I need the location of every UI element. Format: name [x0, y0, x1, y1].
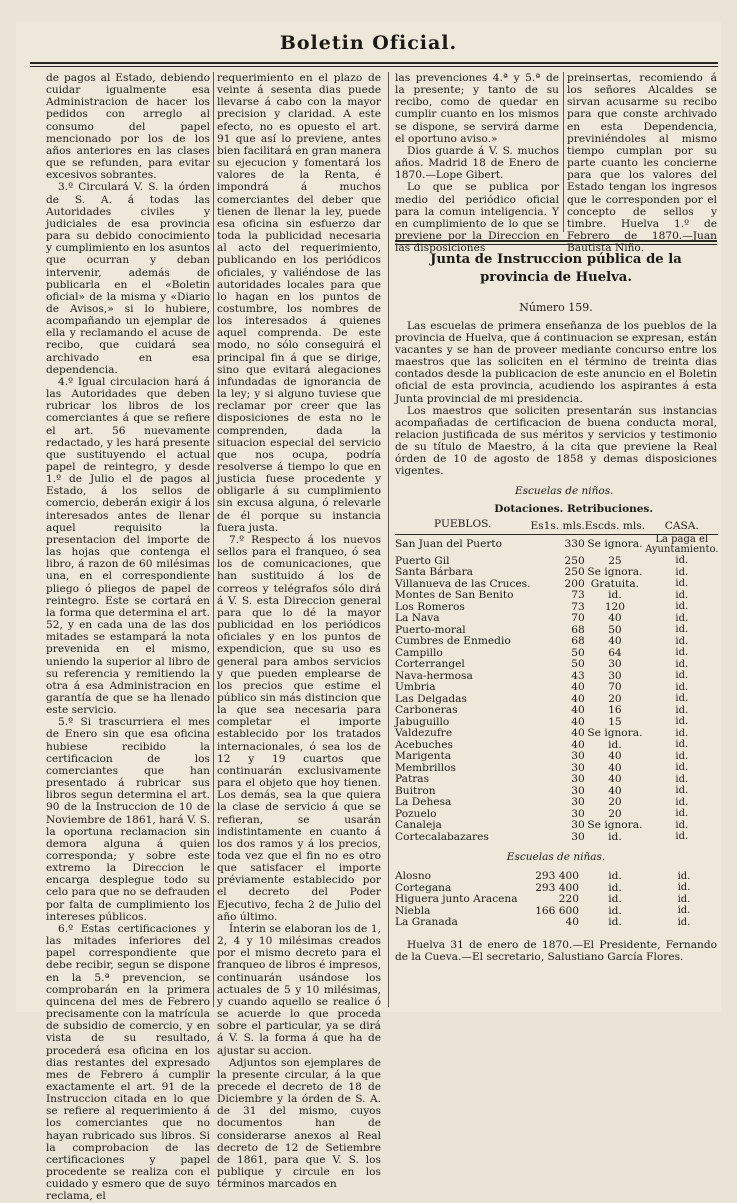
casa-value: id.	[677, 916, 691, 928]
table-row	[395, 774, 718, 786]
town-name: Acebuches	[395, 738, 453, 751]
paragraph: Los maestros que soliciten presentarán sus instancias acompañadas de certificacion de buena conducta moral, relacion justificada de sus méritos y servicios y testimonio de su título de Maestro, á la cita que previene la Real órden de 10 de agosto de 1858 y demas disposiciones vigentes.	[395, 404, 717, 478]
casa-value: id.	[675, 658, 689, 670]
retribucion-value: 20	[608, 807, 622, 820]
column-divider	[388, 72, 389, 1007]
table-subtitle-ninas: Escuelas de niñas.	[506, 851, 606, 864]
column-header: Es1s. mls.	[530, 519, 584, 534]
paragraph: Ínterin se elaboran los de 1, 2, 4 y 10 milésimas creados por el mismo decreto para el franqueo de libros é impresos, continuarán usándose los actuales de 5 y 10 milésimas, y cuando aquello se realice ó se acuerde lo que proceda sobre el particular, ya se dirá á V. S. la forma á que ha de ajustar su accion.	[217, 922, 381, 1057]
dotacion-value: 30	[571, 750, 585, 763]
casa-value: id.	[675, 785, 689, 797]
retribucion-value: 20	[608, 692, 622, 705]
paragraph: 5.º Si trascurriera el mes de Enero sin que esa oficina hubiese recibido la certificacion de los comerciantes que han presentado á rubricar sus libros segun determina el art. 90 de la Instruccion de 10 de Noviembre de 1861, hará V. S. la oportuna reclamacion sin demora alguna á quien corresponda; y sobre este extremo la Direccion le encarga desplegue todo su celo para que no se defrauden por falta de cumplimiento los intereses públicos.	[46, 716, 210, 923]
retribucion-value: 30	[608, 658, 622, 671]
table-row	[395, 728, 718, 740]
town-name: Puerto-moral	[395, 623, 466, 636]
dotacion-value: 220	[558, 893, 579, 906]
town-name: Nava-hermosa	[395, 669, 473, 682]
dotacion-value: 30	[571, 819, 585, 832]
dotacion-value: 166 600	[535, 904, 579, 917]
column-4	[567, 72, 717, 254]
town-name: Cortegana	[395, 881, 452, 894]
dotacion-value: 73	[571, 600, 585, 613]
table-row	[395, 682, 718, 694]
dotacion-value: 68	[571, 623, 585, 636]
town-name: Marigenta	[395, 750, 452, 763]
column-2	[217, 72, 381, 1190]
casa-value: id.	[675, 773, 689, 785]
dotacion-value: 330	[564, 538, 585, 551]
dotacion-value: 70	[571, 612, 585, 625]
town-name: La Dehesa	[395, 796, 452, 809]
casa-value: id.	[675, 612, 689, 624]
dotacion-value: 40	[571, 738, 585, 751]
dotacion-value: 30	[571, 761, 585, 774]
town-name: Membrillos	[395, 761, 456, 774]
table-row	[395, 894, 717, 906]
retribucion-value: 40	[608, 773, 622, 786]
dotacion-value: 250	[564, 566, 585, 579]
town-name: Montes de San Benito	[395, 589, 514, 602]
paragraph: preinsertas, recomiendo á los señores Alcaldes se sirvan acusarme su recibo para que conste archivado en esta Dependencia, previniéndoles al mismo tiempo cumplan por su parte cuanto les concierne para que los valores del Estado tengan los ingresos que le corresponden por el concepto de sellos y timbre. Huelva 1.º de Febrero de 1870.—Juan Bautista Niño.	[567, 72, 717, 255]
retribucion-value: id.	[608, 916, 622, 929]
table-row	[395, 809, 718, 821]
table-row	[395, 567, 718, 579]
dotacion-value: 40	[571, 692, 585, 705]
casa-value: id.	[675, 716, 689, 728]
table-header-row	[395, 519, 718, 534]
dotacion-value: 40	[571, 681, 585, 694]
retribucion-value: Se ignora.	[587, 538, 643, 551]
casa-value: id.	[675, 796, 689, 808]
town-name: La Nava	[395, 612, 440, 625]
paragraph: Adjuntos son ejemplares de la presente circular, á la que precede el decreto de 18 de Diciembre y la órden de S. A. de 31 del mismo, cuyos documentos han de considerarse anexos al Real decreto de 12 de Setiembre de 1861, para que V. S. los publique y circule en los términos marcados en	[217, 1056, 381, 1191]
casa-value: id.	[675, 681, 689, 693]
retribucion-value: 40	[608, 761, 622, 774]
retribucion-value: Se ignora.	[587, 819, 643, 832]
casa-value: id.	[675, 589, 689, 601]
town-name: Jabuguillo	[395, 715, 450, 728]
town-name: Puerto Gil	[395, 554, 450, 567]
table-row	[395, 534, 718, 556]
casa-value: id.	[675, 578, 689, 590]
retribucion-value: 20	[608, 796, 622, 809]
dotacion-value: 73	[571, 589, 585, 602]
ninas-table	[395, 871, 717, 929]
retribucion-value: 120	[604, 600, 626, 613]
casa-value: id.	[675, 670, 689, 682]
town-name: Valdezufre	[395, 727, 453, 740]
retribucion-value: Gratuita.	[590, 577, 640, 590]
casa-value: id.	[675, 808, 689, 820]
table-row	[395, 751, 718, 763]
column-divider	[213, 72, 214, 1007]
paragraph: 3.º Circulará V. S. la órden de S. A. á todas las Autoridades civiles y judiciales de esa provincia para su debido conocimiento y cumplimiento en los asuntos que ocurran y deban intervenir, además de publicarla en el «Boletin oficial» de la misma y «Diario de Avisos,» si lo hubiere, acompañando un ejemplar de ella y reclamando el acuse de recibo, que cuidará sea archivado en esa dependencia.	[46, 181, 210, 376]
dotacion-value: 50	[571, 658, 585, 671]
town-name: Cortecalabazares	[395, 830, 489, 843]
town-name: Buitron	[395, 784, 436, 797]
schools-table	[395, 519, 718, 843]
column-1	[46, 72, 210, 1203]
retribucion-value: id.	[608, 904, 622, 917]
table-row	[395, 636, 718, 648]
casa-value: id.	[675, 831, 689, 843]
ninos-rows	[395, 534, 718, 843]
casa-value: id.	[675, 555, 689, 567]
dotacion-value: 40	[565, 916, 579, 929]
table-row	[395, 871, 717, 883]
dotacion-value: 40	[571, 704, 585, 717]
table-row	[395, 590, 718, 602]
town-name: La Granada	[395, 916, 458, 929]
casa-value: id.	[675, 762, 689, 774]
dotacion-value: 30	[571, 796, 585, 809]
dotacion-value: 30	[571, 773, 585, 786]
town-name: Cumbres de Enmedio	[395, 635, 511, 648]
casa-value: La paga el Ayuntamiento.	[645, 533, 719, 556]
header-rule	[30, 62, 718, 64]
retribucion-value: 64	[608, 646, 622, 659]
column-header: PUEBLOS.	[395, 519, 530, 534]
retribucion-value: 16	[608, 704, 622, 717]
retribucion-value: 70	[608, 681, 622, 694]
section-rule	[395, 240, 717, 242]
retribucion-value: id.	[608, 870, 622, 883]
ninas-rows	[395, 871, 717, 929]
town-name: Corterrangel	[395, 658, 465, 671]
casa-value: id.	[675, 819, 689, 831]
table-subtitle-ninos: Escuelas de niños.	[515, 485, 614, 498]
casa-value: id.	[677, 893, 691, 905]
paragraph: 4.º Igual circulacion hará á las Autoridades que deben rubricar los libros de los comerciantes á que se refiere el art. 56 nuevamente redactado, y les hará presente que sustituyendo el actual papel de reintegro, y desde 1.º de Julio el de pagos al Estado, á los sellos de comercio, deberán exigir á los interesados antes de llenar aquel requisito la presentacion del importe de las hojas que contenga el libro, á razon de 60 milésimas una, en el correspondiente pliego ó pliegos de papel de reintegro. Este se cortará en la forma que determina el art. 52, y en cada una de las dos mitades se estampará la nota prevenida en el mismo, uniendo la superior al libro de su referencia y remitiendo la otra á esa Administracion en garantía de que se ha llenado este servicio.	[46, 375, 210, 717]
casa-value: id.	[675, 704, 689, 716]
retribucion-value: id.	[608, 881, 622, 894]
town-name: Los Romeros	[395, 600, 465, 613]
town-name: Niebla	[395, 904, 431, 917]
table-row	[395, 763, 718, 775]
dotacion-value: 293 400	[535, 881, 579, 894]
paragraph: 6.º Estas certificaciones y las mitades inferiores del papel correspondiente que debe recibir, segun se dispone en la 5.ª prevencion, se comprobarán en la primera quincena del mes de Febrero precisamente con la matrícula de subsidio de comercio, y en vista de su resultado, procederá esa oficina en los dias restantes del expresado mes de Febrero á cumplir exactamente el art. 91 de la Instruccion citada en lo que se refiere al requerimiento á los comerciantes que no hayan rubricado sus libros. Si la comprobacion de las certificaciones y papel procedente se realiza con el cuidado y esmero que de suyo reclama, el	[46, 922, 210, 1203]
retribucion-value: 15	[608, 715, 622, 728]
column-divider	[563, 72, 564, 232]
casa-value: id.	[675, 693, 689, 705]
announcement-number: Número 159.	[519, 301, 593, 314]
header-rule-thin	[30, 66, 718, 67]
paragraph: 7.º Respecto á los nuevos sellos para el franqueo, ó sea los de comunicaciones, que han sustituido á los de correos y telégrafos sólo dirá á V. S. esta Direccion general para que lo dé la mayor publicidad en los periódicos oficiales y en los puntos de expendicion, que su uso es general para ambos servicios y que pueden emplearse de los precios que estime el público sin más distincion que la que sea necesaria para completar el importe establecido por los tratados internacionales, ó sea los de 12 y 19 cuartos que continuarán exclusivamente para el objeto que hoy tienen. Los demás, sea la que quiera la clase de servicio á que se refieran, se usarán indistintamente en cuanto á los dos ramos y á los precios, toda vez que el fin no es otro que satisfacer el importe préviamente establecido por el decreto del Poder Ejecutivo, fecha 2 de Julio del año último.	[217, 533, 381, 923]
signature-line: Huelva 31 de enero de 1870.—El Presidente, Fernando de la Cueva.—El secretario, Salustiano García Flores.	[395, 938, 717, 963]
town-name: Las Delgadas	[395, 692, 467, 705]
paragraph: Las escuelas de primera enseñanza de los pueblos de la provincia de Huelva, que á continuacion se expresan, están vacantes y se han de proveer mediante concurso entre los maestros que las soliciten en el término de treinta dias contados desde la publicacion de este anuncio en el Boletin oficial de esta provincia, acudiendo los aspirantes á esta Junta provincial de mi presidencia.	[395, 320, 717, 405]
column-header: Escds. mls.	[585, 519, 645, 534]
dotacion-value: 250	[564, 554, 585, 567]
casa-value: id.	[675, 647, 689, 659]
casa-value: id.	[675, 635, 689, 647]
paragraph: de pagos al Estado, debiendo cuidar igualmente esa Administracion de hacer los pedidos con arreglo al consumo del papel mencionado por los de los años anteriores en las clases que se refunden, para evitar excesivos sobrantes.	[46, 72, 210, 182]
retribucion-value: id.	[608, 830, 622, 843]
town-name: Umbria	[395, 681, 436, 694]
town-name: Canaleja	[395, 819, 442, 832]
table-row	[395, 797, 718, 809]
table-row	[395, 671, 718, 683]
table-row	[395, 832, 718, 844]
retribucion-value: 25	[608, 554, 622, 567]
town-name: Higuera junto Aracena	[395, 893, 518, 906]
casa-value: id.	[675, 566, 689, 578]
retribucion-value: id.	[608, 589, 622, 602]
casa-value: id.	[677, 905, 691, 917]
town-name: Santa Bárbara	[395, 566, 473, 579]
section-heading: Junta de Instruccion pública de la provincia de Huelva.	[430, 252, 682, 285]
dotacion-value: 200	[564, 577, 585, 590]
town-name: Pozuelo	[395, 807, 437, 820]
town-name: Campillo	[395, 646, 443, 659]
dotacion-value: 30	[571, 784, 585, 797]
table-row	[395, 659, 718, 671]
casa-value: id.	[675, 739, 689, 751]
retribucion-value: 40	[608, 635, 622, 648]
dotacion-value: 50	[571, 646, 585, 659]
column-header: CASA.	[645, 519, 718, 534]
casa-value: id.	[675, 601, 689, 613]
table-row	[395, 602, 718, 614]
junta-section	[395, 240, 717, 963]
retribucion-value: 30	[608, 669, 622, 682]
table-row	[395, 705, 718, 717]
page-title: Boletin Oficial.	[279, 32, 458, 54]
paragraph: Dios guarde á V. S. muchos años. Madrid 18 de Enero de 1870.—Lope Gibert.	[395, 144, 559, 182]
town-name: Patras	[395, 773, 430, 786]
town-name: Villanueva de las Cruces.	[395, 577, 531, 590]
casa-value: id.	[675, 750, 689, 762]
dotacion-value: 30	[571, 807, 585, 820]
paragraph: requerimiento en el plazo de veinte á sesenta dias puede llevarse á cabo con la mayor precision y claridad. A este efecto, no es opuesto el art. 91 que así lo previene, antes bien facilitará en gran manera su ejecucion y fomentará los valores de la Renta, é impondrá á muchos comerciantes del deber que tienen de llenar la ley, puede esa oficina sin esfuerzo dar toda la publicidad necesaria al acto del requerimiento, publicando en los periódicos oficiales, y valiéndose de las autoridades locales para que lo hagan en los puntos de costumbre, los nombres de los interesados á quienes aquel comprenda. De este modo, no sólo conseguirá el principal fin á que se dirige, sino que evitará alegaciones infundadas de ignorancia de la ley; y si alguno tuviese que reclamar por creer que las disposiciones de esta no le comprenden, dada la situacion especial del servicio que nos ocupa, podría resolverse á tiempo lo que en justicia fuese procedente y obligarle á su cumplimiento sin excusa alguna, ó relevarle de él porque su instancia fuera justa.	[217, 72, 381, 534]
table-row	[395, 613, 718, 625]
paragraph: las prevenciones 4.ª y 5.ª de la presente; y tanto de su recibo, como de quedar en cumplir cuanto en los mismos se dispone, se servirá darme el oportuno aviso.»	[395, 72, 559, 145]
column-3	[395, 72, 559, 254]
dotacion-value: 40	[571, 715, 585, 728]
casa-value: id.	[675, 727, 689, 739]
town-name: Carboneras	[395, 704, 458, 717]
newspaper-page	[16, 22, 721, 1203]
retribucion-value: Se ignora.	[587, 566, 643, 579]
paragraph: Lo que se publica por medio del periódico oficial para la comun inteligencia. Y en cumplimiento de lo que se previene por la Direccion en las disposiciones	[395, 181, 559, 255]
retribucion-value: Se ignora.	[587, 727, 643, 740]
retribucion-value: 40	[608, 612, 622, 625]
retribucion-value: 40	[608, 784, 622, 797]
table-title: Dotaciones. Retribuciones.	[494, 503, 653, 516]
retribucion-value: id.	[608, 893, 622, 906]
dotacion-value: 293 400	[535, 870, 579, 883]
table-row	[395, 820, 718, 832]
town-name: San Juan del Puerto	[395, 538, 503, 551]
retribucion-value: id.	[608, 738, 622, 751]
casa-value: id.	[677, 882, 691, 894]
dotacion-value: 30	[571, 830, 585, 843]
retribucion-value: 40	[608, 750, 622, 763]
dotacion-value: 68	[571, 635, 585, 648]
retribucion-value: 50	[608, 623, 622, 636]
table-row	[395, 917, 717, 929]
dotacion-value: 43	[571, 669, 585, 682]
casa-value: id.	[677, 870, 691, 882]
dotacion-value: 40	[571, 727, 585, 740]
section-rule-thin	[395, 244, 717, 245]
casa-value: id.	[675, 624, 689, 636]
town-name: Alosno	[395, 870, 432, 883]
